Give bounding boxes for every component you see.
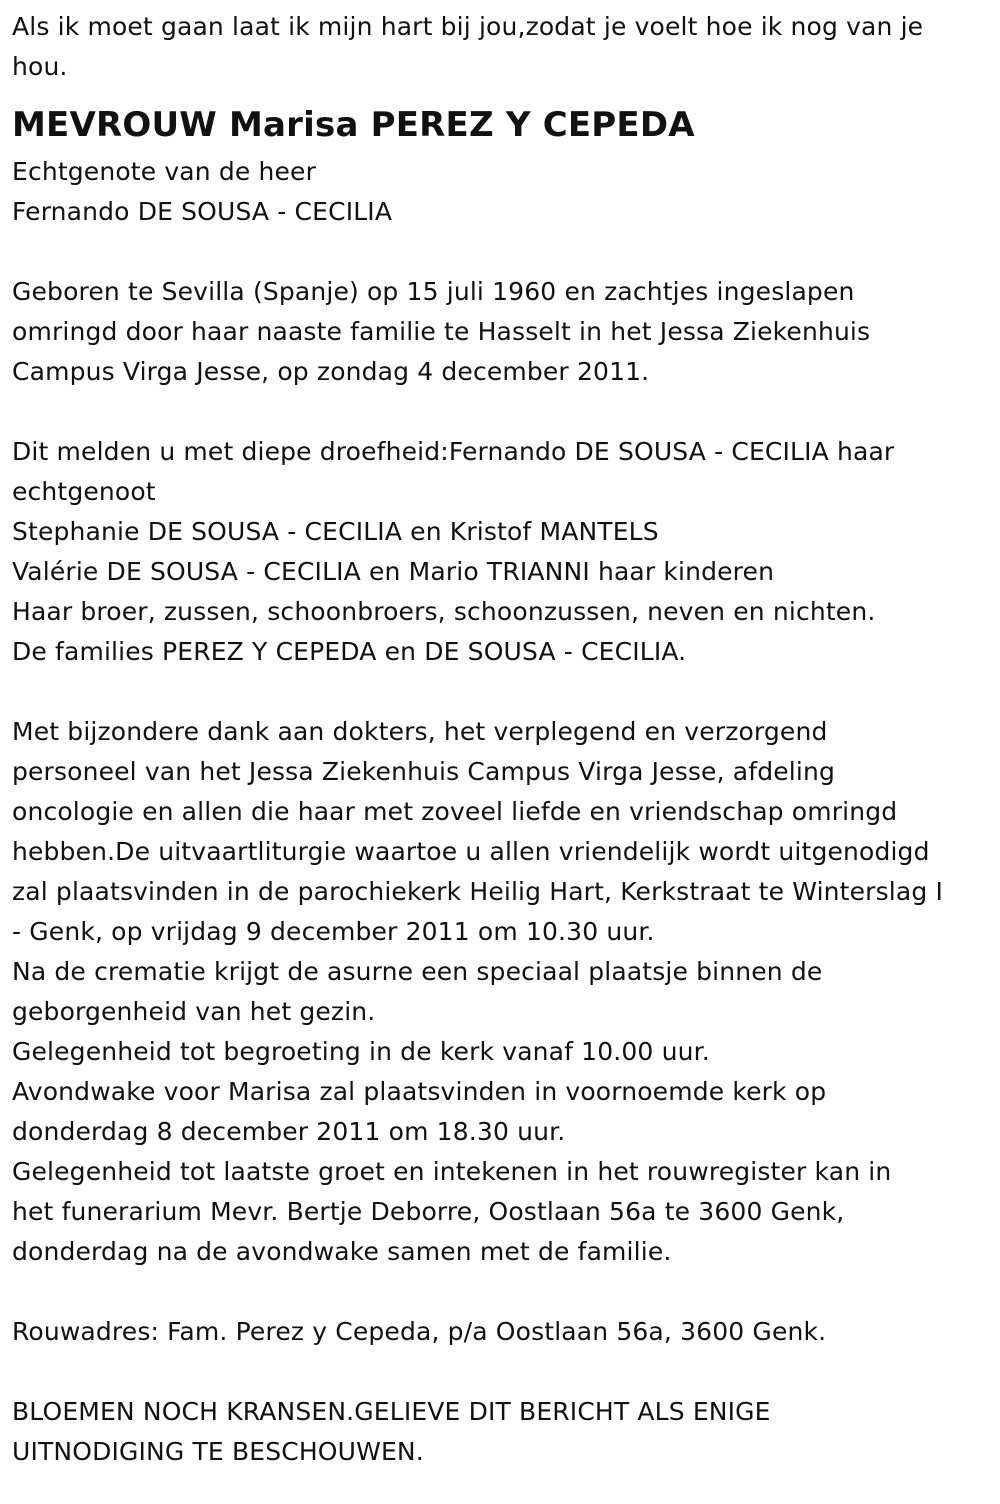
spacer (12, 1352, 1000, 1392)
verse-line: Als ik moet gaan laat ik mijn hart bij jou,zodat je voelt hoe ik nog van je (12, 12, 924, 41)
closing-notice (12, 1392, 1000, 1472)
spacer (12, 672, 1000, 712)
paragraph-line: Gelegenheid tot begroeting in de kerk vanaf 10.00 uur. (12, 1037, 710, 1066)
paragraph-line: Campus Virga Jesse, op zondag 4 december 2011. (12, 357, 650, 386)
paragraph-line: Avondwake voor Marisa zal plaatsvinden in voornoemde kerk op (12, 1077, 827, 1106)
paragraph-line: personeel van het Jessa Ziekenhuis Campus Virga Jesse, afdeling (12, 757, 835, 786)
ceremony-paragraph (12, 712, 1000, 1272)
spouse-line: Echtgenote van de heer (12, 157, 316, 186)
spouse-line: Fernando DE SOUSA - CECILIA (12, 197, 393, 226)
deceased-name: MEVROUW Marisa PEREZ Y CEPEDA (12, 105, 695, 145)
paragraph-line: hebben.De uitvaartliturgie waartoe u allen vriendelijk wordt uitgenodigd (12, 837, 930, 866)
paragraph-line: echtgenoot (12, 477, 156, 506)
paragraph-line: omringd door haar naaste familie te Hasselt in het Jessa Ziekenhuis (12, 317, 871, 346)
paragraph-line: Na de crematie krijgt de asurne een speciaal plaatsje binnen de (12, 957, 823, 986)
paragraph-line: donderdag 8 december 2011 om 18.30 uur. (12, 1117, 566, 1146)
spouse-block (12, 152, 1000, 232)
closing-line: UITNODIGING TE BESCHOUWEN. (12, 1437, 424, 1466)
spacer (12, 392, 1000, 432)
spacer (12, 1272, 1000, 1312)
paragraph-line: Haar broer, zussen, schoonbroers, schoonzussen, neven en nichten. (12, 597, 876, 626)
verse-line: hou. (12, 52, 68, 81)
paragraph-line: oncologie en allen die haar met zoveel liefde en vriendschap omringd (12, 797, 898, 826)
paragraph-line: geborgenheid van het gezin. (12, 997, 376, 1026)
paragraph-line: donderdag na de avondwake samen met de familie. (12, 1237, 672, 1266)
paragraph-line: - Genk, op vrijdag 9 december 2011 om 10.30 uur. (12, 917, 655, 946)
paragraph-line: Met bijzondere dank aan dokters, het verplegend en verzorgend (12, 717, 828, 746)
paragraph-line: zal plaatsvinden in de parochiekerk Heilig Hart, Kerkstraat te Winterslag I (12, 877, 943, 906)
intro-verse (12, 7, 1000, 87)
mourning-address: Rouwadres: Fam. Perez y Cepeda, p/a Oostlaan 56a, 3600 Genk. (12, 1317, 827, 1346)
family-paragraph (12, 432, 1000, 672)
paragraph-line: het funerarium Mevr. Bertje Deborre, Oostlaan 56a te 3600 Genk, (12, 1197, 845, 1226)
spacer (12, 232, 1000, 272)
paragraph-line: Stephanie DE SOUSA - CECILIA en Kristof MANTELS (12, 517, 659, 546)
paragraph-line: Dit melden u met diepe droefheid:Fernando DE SOUSA - CECILIA haar (12, 437, 895, 466)
paragraph-line: Gelegenheid tot laatste groet en intekenen in het rouwregister kan in (12, 1157, 892, 1186)
birth-death-paragraph (12, 272, 1000, 392)
paragraph-line: De families PEREZ Y CEPEDA en DE SOUSA - CECILIA. (12, 637, 687, 666)
paragraph-line: Geboren te Sevilla (Spanje) op 15 juli 1960 en zachtjes ingeslapen (12, 277, 855, 306)
closing-line: BLOEMEN NOCH KRANSEN.GELIEVE DIT BERICHT ALS ENIGE (12, 1397, 771, 1426)
paragraph-line: Valérie DE SOUSA - CECILIA en Mario TRIANNI haar kinderen (12, 557, 775, 586)
